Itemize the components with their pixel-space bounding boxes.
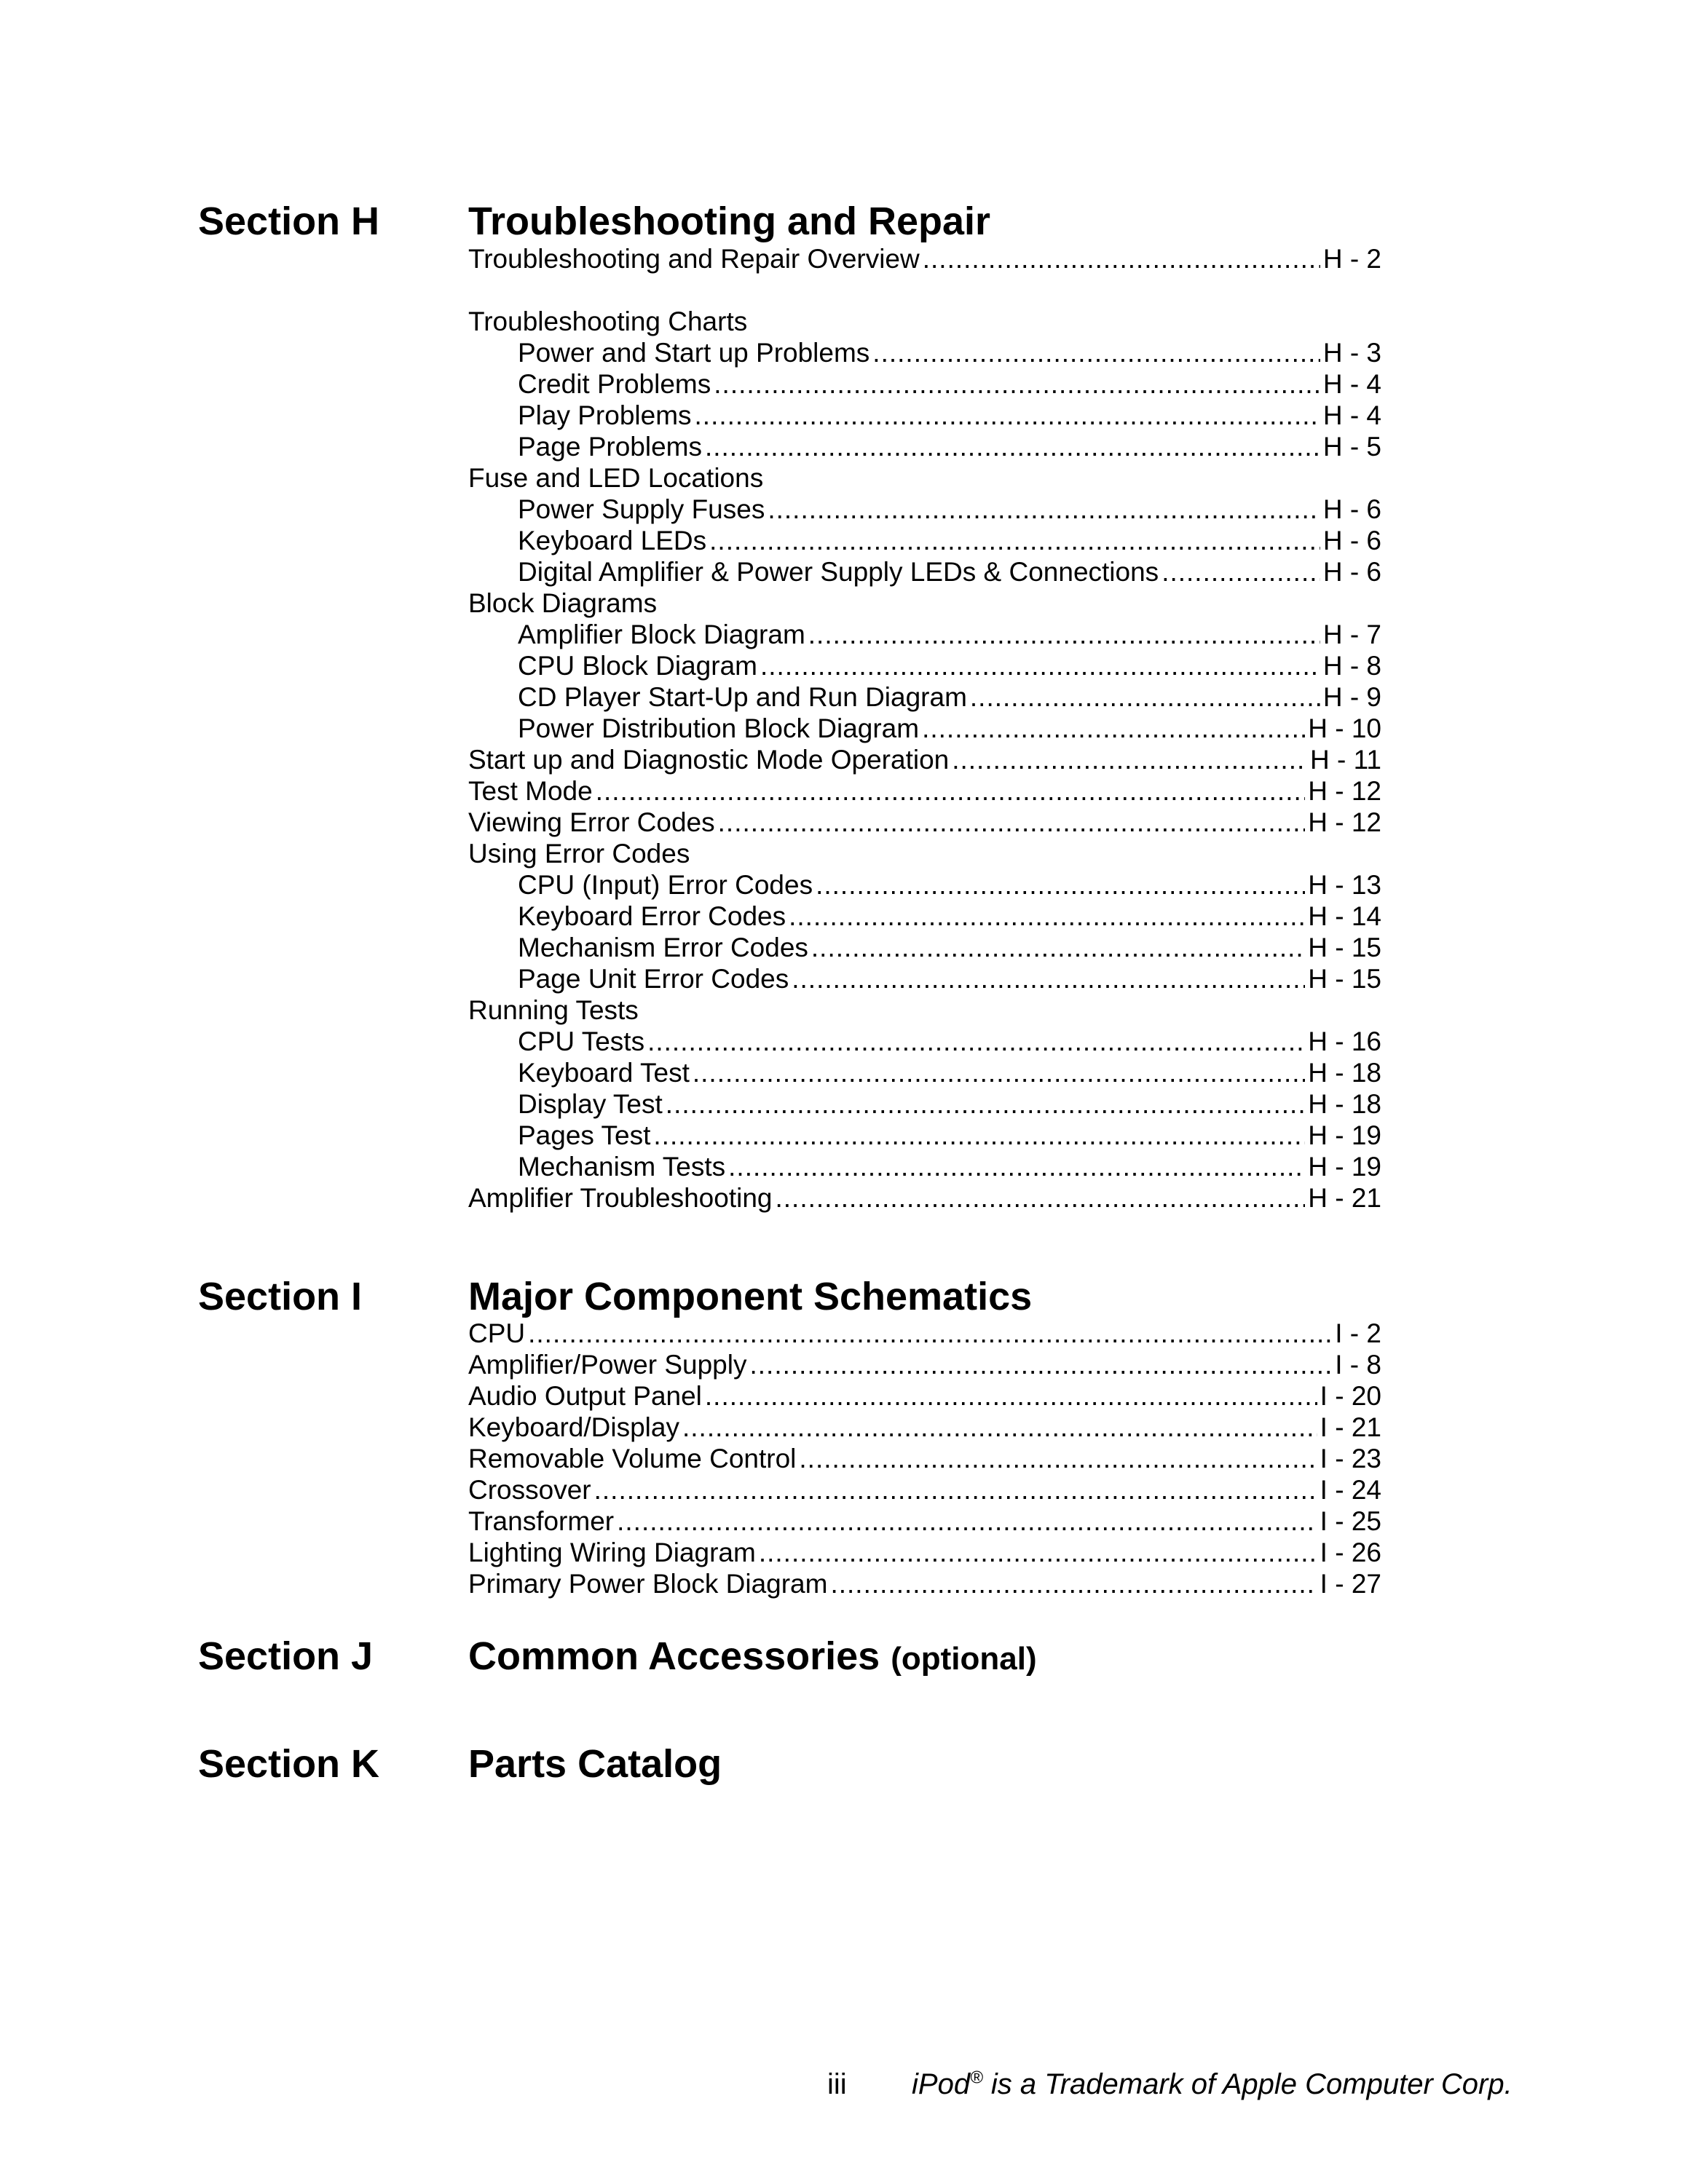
leader-dots [768,494,1320,526]
toc-entry[interactable] [468,1443,1381,1475]
section-h-label: Section H [198,199,380,243]
toc-entry-text: Power Supply Fuses [518,494,765,524]
toc-entry[interactable] [518,1026,1381,1058]
leader-dots [830,1568,1317,1600]
section-h-title: Troubleshooting and Repair [468,199,991,243]
toc-entry-text: CPU Block Diagram [518,651,757,681]
leader-dots [617,1506,1317,1538]
toc-entry-page: I - 26 [1320,1538,1381,1567]
toc-entry[interactable] [518,1151,1381,1183]
leader-dots [728,1151,1305,1183]
toc-entry-text: Keyboard Test [518,1058,690,1088]
leader-dots [952,744,1307,776]
leader-dots [693,1057,1305,1089]
toc-entry-page: H - 6 [1322,557,1381,587]
toc-entry-page: H - 8 [1322,651,1381,681]
toc-group-heading-text: Troubleshooting Charts [468,306,748,336]
leader-dots [594,1474,1317,1506]
toc-entry[interactable] [468,1506,1381,1538]
toc-entry-page: I - 25 [1320,1506,1381,1536]
toc-entry[interactable] [518,400,1381,432]
toc-entry-text: Power Distribution Block Diagram [518,713,920,743]
leader-dots [811,932,1305,964]
toc-entry-text: Start up and Diagnostic Mode Operation [468,745,950,775]
toc-entry-text: Lighting Wiring Diagram [468,1538,756,1567]
toc-entry-page: H - 15 [1308,933,1381,962]
toc-group-heading [468,838,1381,870]
toc-entry[interactable] [468,775,1381,807]
trademark-text: is a Trademark of Apple Computer Corp. [982,2068,1513,2100]
toc-entry-text: Page Problems [518,432,702,462]
toc-entry-text: Mechanism Error Codes [518,933,808,962]
leader-dots [714,368,1320,400]
toc-entry-page: H - 16 [1308,1026,1381,1056]
section-i-label: Section I [198,1275,363,1318]
toc-entry-page: I - 27 [1320,1569,1381,1599]
toc-entry[interactable] [518,1088,1381,1120]
toc-entry[interactable] [468,243,1381,275]
leader-dots [789,901,1305,933]
leader-dots [816,869,1305,901]
toc-entry-page: H - 21 [1308,1183,1381,1213]
toc-entry-page: H - 18 [1308,1058,1381,1088]
leader-dots [705,1380,1317,1412]
toc-entry-text: Viewing Error Codes [468,807,715,837]
toc-entry-text: Page Unit Error Codes [518,964,789,994]
toc-entry[interactable] [468,1412,1381,1444]
toc-entry-page: I - 8 [1335,1350,1381,1380]
toc-entry[interactable] [468,1537,1381,1569]
leader-dots [647,1026,1305,1058]
toc-entry-text: Display Test [518,1089,663,1119]
leader-dots [695,400,1320,432]
toc-entry[interactable] [468,1568,1381,1600]
toc-entry[interactable] [518,650,1381,682]
toc-entry[interactable] [468,1380,1381,1412]
toc-entry-page: I - 24 [1320,1475,1381,1505]
toc-entry[interactable] [518,901,1381,933]
leader-dots [792,963,1305,995]
toc-group-heading-text: Running Tests [468,995,639,1025]
toc-entry[interactable] [518,619,1381,651]
section-i-title: Major Component Schematics [468,1275,1033,1318]
toc-entry[interactable] [518,525,1381,557]
toc-entry-page: H - 3 [1322,338,1381,368]
toc-entry-text: Primary Power Block Diagram [468,1569,828,1599]
leader-dots [872,337,1320,369]
toc-group-heading [468,306,1381,338]
toc-entry-page: I - 21 [1320,1412,1381,1442]
leader-dots [718,807,1306,839]
leader-dots [808,619,1320,651]
toc-entry-page: I - 2 [1335,1318,1381,1348]
toc-entry[interactable] [468,1182,1381,1214]
leader-dots [653,1120,1305,1152]
leader-dots [923,243,1320,275]
trademark-note [912,2066,1513,2102]
toc-entry-text: Power and Start up Problems [518,338,870,368]
toc-entry-page: H - 6 [1322,526,1381,555]
toc-entry-page: H - 4 [1322,400,1381,430]
toc-entry-text: Credit Problems [518,369,711,399]
leader-dots [709,525,1320,557]
toc-entry-text: Amplifier/Power Supply [468,1350,747,1380]
toc-entry[interactable] [468,744,1381,776]
toc-entry-page: H - 6 [1322,494,1381,524]
toc-entry-page: H - 4 [1322,369,1381,399]
registered-symbol: ® [970,2068,983,2088]
toc-group-heading [468,587,1381,620]
toc-entry-text: CD Player Start-Up and Run Diagram [518,682,967,712]
leader-dots [922,713,1305,745]
toc-entry[interactable] [518,869,1381,901]
toc-entry[interactable] [518,337,1381,369]
toc-entry[interactable] [468,807,1381,839]
toc-entry-text: Mechanism Tests [518,1152,726,1182]
toc-entry[interactable] [468,1474,1381,1506]
toc-entry[interactable] [518,431,1381,463]
toc-entry-page: H - 11 [1309,745,1381,775]
toc-entry[interactable] [518,963,1381,995]
leader-dots [682,1412,1317,1444]
toc-entry[interactable] [518,713,1381,745]
toc-entry-text: Crossover [468,1475,591,1505]
leader-dots [1162,556,1320,588]
section-j-title-suffix: (optional) [891,1641,1037,1677]
toc-entry[interactable] [518,1057,1381,1089]
page-number: iii [827,2068,847,2100]
toc-group-heading-text: Using Error Codes [468,839,690,869]
leader-dots [528,1318,1332,1350]
leader-dots [596,775,1306,807]
toc-entry-text: Keyboard LEDs [518,526,707,555]
toc-entry-page: H - 5 [1322,432,1381,462]
toc-entry-page: I - 20 [1320,1381,1381,1411]
page-footer [0,2066,1688,2102]
section-j-title-text: Common Accessories [468,1634,880,1678]
trademark-name: iPod [912,2068,971,2100]
toc-entry-page: H - 19 [1308,1120,1381,1150]
toc-entry-page: H - 14 [1308,901,1381,931]
toc-entry-text: Keyboard/Display [468,1412,679,1442]
toc-group-heading-text: Fuse and LED Locations [468,463,764,493]
toc-entry-text: Pages Test [518,1120,651,1150]
leader-dots [759,1537,1317,1569]
leader-dots [666,1088,1305,1120]
toc-entry[interactable] [468,1318,1381,1350]
toc-entry[interactable] [468,1349,1381,1381]
toc-entry[interactable] [518,932,1381,964]
toc-entry-page: H - 2 [1322,244,1381,274]
toc-entry-text: CPU Tests [518,1026,645,1056]
section-k-title: Parts Catalog [468,1742,722,1786]
toc-entry-text: Audio Output Panel [468,1381,702,1411]
toc-entry[interactable] [518,1120,1381,1152]
toc-entry-page: H - 13 [1308,870,1381,900]
toc-entry-page: H - 7 [1322,620,1381,649]
section-j-title [468,1634,1037,1682]
toc-entry-text: Removable Volume Control [468,1444,797,1473]
toc-entry[interactable] [518,681,1381,713]
toc-entry-page: H - 19 [1308,1152,1381,1182]
toc-entry-page: H - 9 [1322,682,1381,712]
toc-entry-text: Amplifier Block Diagram [518,620,805,649]
toc-entry-text: Play Problems [518,400,692,430]
toc-group-heading [468,462,1381,494]
leader-dots [970,681,1320,713]
leader-dots [760,650,1320,682]
toc-entry-text: Amplifier Troubleshooting [468,1183,773,1213]
toc-entry-page: H - 10 [1308,713,1381,743]
leader-dots [776,1182,1306,1214]
leader-dots [705,431,1320,463]
toc-entry-text: CPU [468,1318,526,1348]
toc-entry-page: H - 12 [1308,807,1381,837]
toc-entry-text: Digital Amplifier & Power Supply LEDs & Connections [518,557,1159,587]
leader-dots [749,1349,1332,1381]
toc-entry-text: Keyboard Error Codes [518,901,786,931]
leader-dots [799,1443,1317,1475]
toc-entry[interactable] [518,556,1381,588]
toc-entry-text: Troubleshooting and Repair Overview [468,244,920,274]
toc-entry-page: I - 23 [1320,1444,1381,1473]
toc-entry-text: Transformer [468,1506,615,1536]
toc-entry-text: Test Mode [468,776,593,806]
toc-group-heading-text: Block Diagrams [468,588,658,618]
toc-entry-page: H - 18 [1308,1089,1381,1119]
section-k-label: Section K [198,1742,380,1786]
toc-group-heading [468,994,1381,1026]
toc-entry[interactable] [518,368,1381,400]
toc-entry[interactable] [518,494,1381,526]
toc-entry-page: H - 15 [1308,964,1381,994]
section-j-label: Section J [198,1634,374,1678]
toc-entry-text: CPU (Input) Error Codes [518,870,813,900]
toc-entry-page: H - 12 [1308,776,1381,806]
